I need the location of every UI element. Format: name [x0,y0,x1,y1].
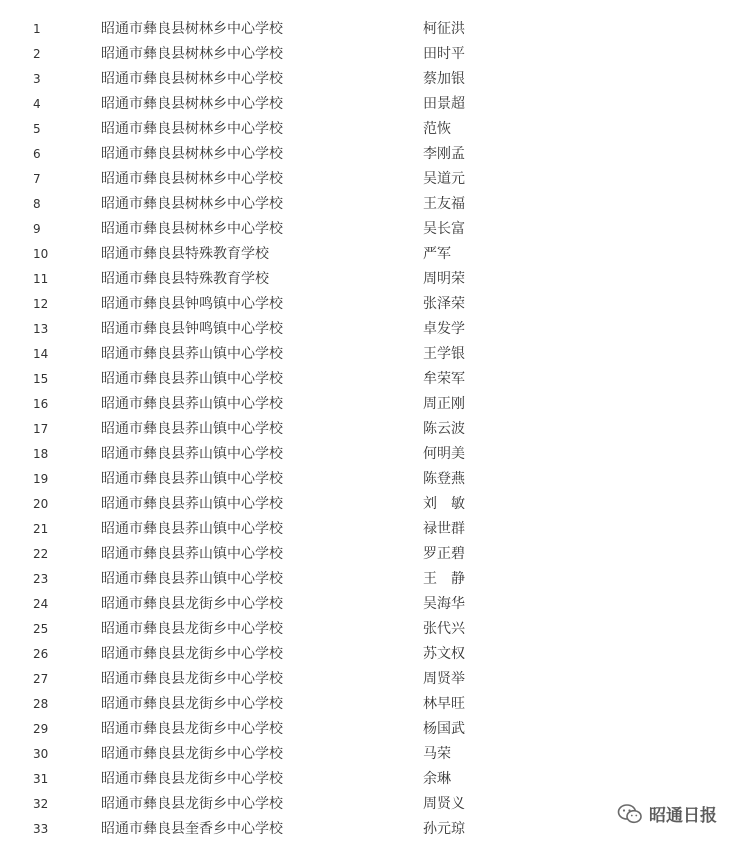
school-name: 昭通市彝良县龙街乡中心学校 [101,746,283,762]
table-row [0,742,739,767]
row-number: 5 [33,122,41,136]
person-name: 杨国武 [423,721,465,737]
person-name: 何明美 [423,446,465,462]
table-row [0,642,739,667]
school-name: 昭通市彝良县荞山镇中心学校 [101,521,283,537]
row-number: 7 [33,172,41,186]
school-name: 昭通市彝良县特殊教育学校 [101,271,269,287]
person-name: 蔡加银 [423,71,465,87]
person-name: 吴道元 [423,171,465,187]
row-number: 23 [33,572,49,586]
table-row [0,142,739,167]
school-name: 昭通市彝良县荞山镇中心学校 [101,496,283,512]
row-number: 14 [33,347,49,361]
row-number: 11 [33,272,49,286]
row-number: 20 [33,497,49,511]
school-name: 昭通市彝良县荞山镇中心学校 [101,471,283,487]
table-row [0,717,739,742]
school-name: 昭通市彝良县龙街乡中心学校 [101,721,283,737]
row-number: 31 [33,772,49,786]
table-row [0,692,739,717]
person-name: 张泽荣 [423,296,465,312]
table-row [0,242,739,267]
row-number: 33 [33,822,49,836]
row-number: 13 [33,322,49,336]
row-number: 8 [33,197,41,211]
person-name: 马荣 [423,746,451,762]
table-row [0,67,739,92]
person-name: 王 静 [423,571,465,587]
row-number: 9 [33,222,41,236]
table-row [0,592,739,617]
row-number: 27 [33,672,49,686]
person-name: 田景超 [423,96,465,112]
row-number: 1 [33,22,41,36]
wechat-icon [617,803,643,825]
row-number: 3 [33,72,41,86]
watermark-text: 昭通日报 [649,806,717,826]
school-name: 昭通市彝良县树林乡中心学校 [101,171,283,187]
person-name: 苏文权 [423,646,465,662]
school-name: 昭通市彝良县龙街乡中心学校 [101,671,283,687]
table-row [0,617,739,642]
table-row [0,267,739,292]
person-name: 陈云波 [423,421,465,437]
school-name: 昭通市彝良县树林乡中心学校 [101,96,283,112]
person-name: 周明荣 [423,271,465,287]
teacher-list-table [0,17,739,842]
row-number: 2 [33,47,41,61]
person-name: 刘 敏 [423,496,465,512]
school-name: 昭通市彝良县奎香乡中心学校 [101,821,283,837]
person-name: 吴长富 [423,221,465,237]
table-row [0,117,739,142]
row-number: 15 [33,372,49,386]
school-name: 昭通市彝良县树林乡中心学校 [101,196,283,212]
table-row [0,217,739,242]
school-name: 昭通市彝良县树林乡中心学校 [101,46,283,62]
table-row [0,317,739,342]
school-name: 昭通市彝良县荞山镇中心学校 [101,421,283,437]
school-name: 昭通市彝良县钟鸣镇中心学校 [101,321,283,337]
table-row [0,517,739,542]
person-name: 林早旺 [423,696,465,712]
school-name: 昭通市彝良县龙街乡中心学校 [101,771,283,787]
row-number: 30 [33,747,49,761]
school-name: 昭通市彝良县树林乡中心学校 [101,71,283,87]
person-name: 吴海华 [423,596,465,612]
row-number: 6 [33,147,41,161]
table-row [0,292,739,317]
table-row [0,42,739,67]
row-number: 24 [33,597,49,611]
person-name: 罗正碧 [423,546,465,562]
row-number: 25 [33,622,49,636]
school-name: 昭通市彝良县荞山镇中心学校 [101,346,283,362]
person-name: 范恢 [423,121,451,137]
person-name: 王友福 [423,196,465,212]
person-name: 禄世群 [423,521,465,537]
table-row [0,367,739,392]
person-name: 周贤举 [423,671,465,687]
table-row [0,667,739,692]
table-row [0,767,739,792]
school-name: 昭通市彝良县龙街乡中心学校 [101,596,283,612]
school-name: 昭通市彝良县荞山镇中心学校 [101,546,283,562]
person-name: 李刚孟 [423,146,465,162]
person-name: 孙元琼 [423,821,465,837]
school-name: 昭通市彝良县钟鸣镇中心学校 [101,296,283,312]
school-name: 昭通市彝良县荞山镇中心学校 [101,396,283,412]
watermark [617,801,717,826]
table-row [0,17,739,42]
school-name: 昭通市彝良县龙街乡中心学校 [101,696,283,712]
row-number: 26 [33,647,49,661]
row-number: 18 [33,447,49,461]
table-row [0,417,739,442]
row-number: 28 [33,697,49,711]
table-row [0,492,739,517]
school-name: 昭通市彝良县荞山镇中心学校 [101,571,283,587]
school-name: 昭通市彝良县荞山镇中心学校 [101,446,283,462]
school-name: 昭通市彝良县龙街乡中心学校 [101,796,283,812]
school-name: 昭通市彝良县龙街乡中心学校 [101,646,283,662]
school-name: 昭通市彝良县树林乡中心学校 [101,21,283,37]
table-row [0,92,739,117]
row-number: 32 [33,797,49,811]
row-number: 22 [33,547,49,561]
person-name: 周正刚 [423,396,465,412]
person-name: 周贤义 [423,796,465,812]
row-number: 21 [33,522,49,536]
person-name: 张代兴 [423,621,465,637]
table-row [0,467,739,492]
row-number: 17 [33,422,49,436]
school-name: 昭通市彝良县特殊教育学校 [101,246,269,262]
table-row [0,192,739,217]
table-row [0,542,739,567]
person-name: 陈登燕 [423,471,465,487]
person-name: 卓发学 [423,321,465,337]
school-name: 昭通市彝良县龙街乡中心学校 [101,621,283,637]
person-name: 柯征洪 [423,21,465,37]
person-name: 田时平 [423,46,465,62]
table-row [0,567,739,592]
table-row [0,167,739,192]
table-row [0,442,739,467]
row-number: 29 [33,722,49,736]
school-name: 昭通市彝良县树林乡中心学校 [101,221,283,237]
person-name: 严军 [423,246,451,262]
school-name: 昭通市彝良县树林乡中心学校 [101,121,283,137]
row-number: 16 [33,397,49,411]
person-name: 王学银 [423,346,465,362]
row-number: 12 [33,297,49,311]
table-row [0,342,739,367]
school-name: 昭通市彝良县树林乡中心学校 [101,146,283,162]
school-name: 昭通市彝良县荞山镇中心学校 [101,371,283,387]
person-name: 余琳 [423,771,451,787]
table-row [0,392,739,417]
person-name: 牟荣军 [423,371,465,387]
row-number: 19 [33,472,49,486]
row-number: 4 [33,97,41,111]
row-number: 10 [33,247,49,261]
